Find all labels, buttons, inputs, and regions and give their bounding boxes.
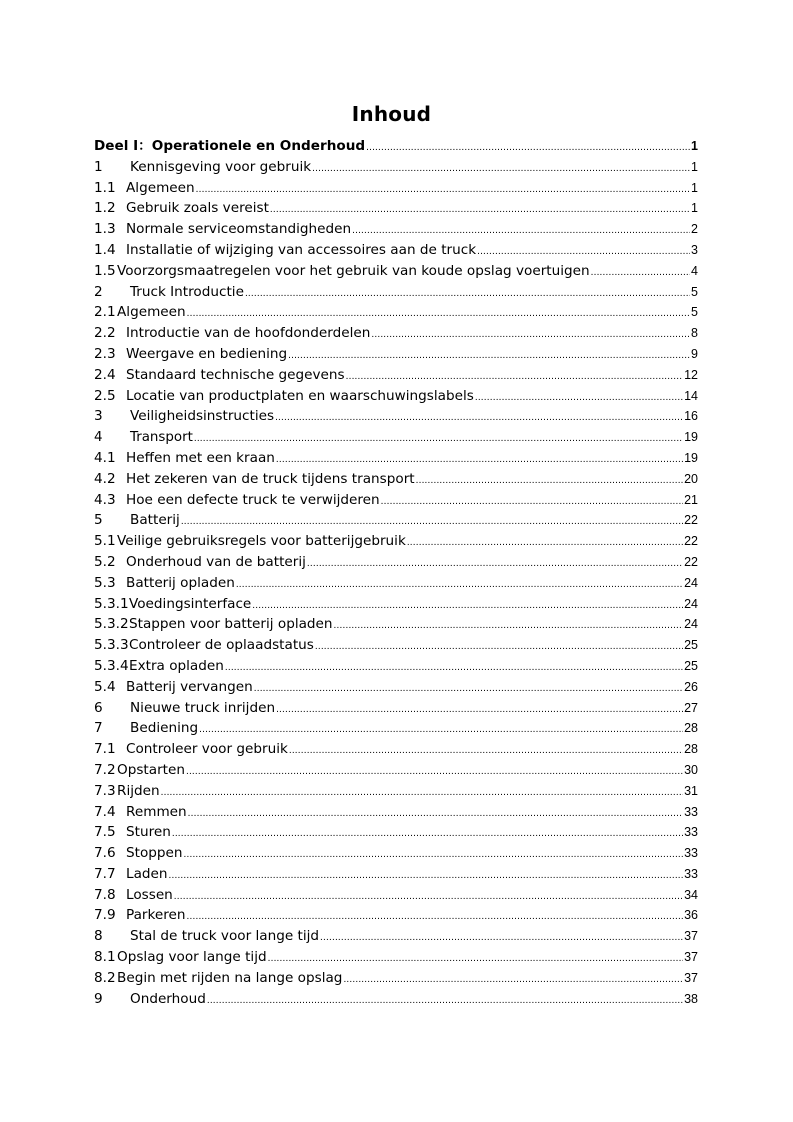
toc-entry-title: Sturen [126, 824, 171, 841]
toc-dot-leader [268, 949, 683, 970]
toc-entry-number: 5.3.4 [94, 657, 129, 674]
toc-dot-leader [254, 679, 683, 700]
toc-dot-leader [174, 887, 683, 908]
toc-entry-number: 5.3 [94, 574, 116, 591]
toc-dot-leader [188, 804, 683, 825]
toc-dot-leader [343, 970, 683, 991]
toc-entry-number: 1.2 [94, 200, 116, 217]
toc-entry-page: 5 [691, 284, 698, 299]
toc-entry[interactable] [94, 261, 698, 282]
toc-entry[interactable] [94, 510, 698, 531]
toc-dot-leader [381, 492, 683, 513]
toc-entry[interactable] [94, 552, 698, 573]
toc-entry-number: 6 [94, 699, 103, 716]
toc-entry[interactable] [94, 698, 698, 719]
toc-entry-page: 22 [684, 513, 698, 528]
toc-entry-title: Onderhoud van de batterij [126, 553, 306, 570]
toc-entry-title: Controleer de oplaadstatus [129, 637, 314, 654]
toc-entry-title: Gebruik zoals vereist [126, 200, 269, 217]
toc-entry[interactable] [94, 802, 698, 823]
toc-dot-leader [346, 367, 683, 388]
toc-entry-number: 2 [94, 283, 103, 300]
toc-dot-leader [275, 408, 683, 429]
toc-entry-number: 4.2 [94, 470, 116, 487]
toc-entry[interactable] [94, 926, 698, 947]
toc-dot-leader [186, 762, 683, 783]
toc-entry[interactable] [94, 885, 698, 906]
toc-entry-title: Normale serviceomstandigheden [126, 221, 352, 238]
toc-entry-number: 5.3.2 [94, 616, 129, 633]
toc-entry-title: Veiligheidsinstructies [130, 408, 275, 425]
toc-entry-title: Voorzorgsmaatregelen voor het gebruik van koude opslag voertuigen [117, 262, 590, 279]
toc-dot-leader [194, 429, 683, 450]
toc-entry-title: Laden [126, 865, 168, 882]
toc-entry-title: Voedingsinterface [129, 595, 252, 612]
toc-entry-page: 19 [684, 450, 698, 465]
toc-entry-number: 1.5 [94, 262, 116, 279]
toc-entry-number: 1.4 [94, 241, 116, 258]
toc-entry-title: Installatie of wijziging van accessoires aan de truck [126, 241, 477, 258]
toc-entry-page: 1 [691, 139, 698, 153]
toc-dot-leader [312, 159, 690, 180]
toc-entry[interactable] [94, 656, 698, 677]
toc-entry[interactable] [94, 219, 698, 240]
toc-entry-number: 7.6 [94, 845, 116, 862]
toc-entry-page: 28 [684, 742, 698, 757]
toc-entry-page: 27 [684, 700, 698, 715]
toc-entry-title: Stappen voor batterij opladen [129, 616, 333, 633]
toc-entry[interactable] [94, 677, 698, 698]
toc-dot-leader [169, 866, 684, 887]
toc-entry[interactable] [94, 760, 698, 781]
toc-entry-number: 7.1 [94, 741, 116, 758]
toc-entry-page: 33 [684, 866, 698, 881]
toc-entry-number: 4.1 [94, 449, 116, 466]
toc-entry-page: 1 [691, 159, 698, 174]
toc-entry-page: 22 [684, 534, 698, 549]
toc-entry[interactable] [94, 406, 698, 427]
toc-entry[interactable] [94, 386, 698, 407]
toc-entry[interactable] [94, 781, 698, 802]
toc-dot-leader [199, 720, 683, 741]
toc-entry-number: 8 [94, 928, 103, 945]
toc-entry-page: 26 [684, 679, 698, 694]
toc-entry[interactable] [94, 365, 698, 386]
toc-entry-page: 28 [684, 721, 698, 736]
toc-entry-number: 5 [94, 512, 103, 529]
toc-entry-page: 36 [684, 908, 698, 923]
toc-entry-page: 33 [684, 846, 698, 861]
toc-entry[interactable] [94, 989, 698, 1010]
toc-entry-title: Opslag voor lange tijd [117, 949, 267, 966]
toc-entry-page: 19 [684, 430, 698, 445]
toc-entry-page: 14 [684, 388, 698, 403]
toc-dot-leader [475, 388, 683, 409]
toc-entry-title: Veilige gebruiksregels voor batterijgebruik [117, 533, 406, 550]
toc-entry-page: 8 [691, 326, 698, 341]
toc-entry-number: 2.5 [94, 387, 116, 404]
toc-entry-title: Batterij vervangen [126, 678, 253, 695]
toc-entry[interactable] [94, 864, 698, 885]
toc-dot-leader [172, 824, 683, 845]
toc-entry-page: 24 [684, 575, 698, 590]
toc-dot-leader [276, 700, 683, 721]
toc-dot-leader [371, 325, 690, 346]
toc-entry[interactable] [94, 282, 698, 303]
toc-dot-leader [288, 346, 690, 367]
toc-entry-number: 7.5 [94, 824, 116, 841]
toc-entry-page: 34 [684, 887, 698, 902]
toc-dot-leader [416, 471, 683, 492]
toc-entry-title: Locatie van productplaten en waarschuwingslabels [126, 387, 474, 404]
toc-entry-number: 8.2 [94, 969, 116, 986]
toc-entry-title: Lossen [126, 886, 173, 903]
toc-entry-page: 20 [684, 471, 698, 486]
toc-entry-title: Bediening [130, 720, 199, 737]
toc-entry-page: 5 [691, 305, 698, 320]
toc-entry-title: Begin met rijden na lange opslag [117, 969, 343, 986]
toc-dot-leader [366, 138, 690, 159]
toc-dot-leader [407, 533, 683, 554]
toc-dot-leader [307, 554, 683, 575]
toc-entry-number: 9 [94, 990, 103, 1007]
toc-entry-page: 38 [684, 991, 698, 1006]
toc-entry-page: 37 [684, 950, 698, 965]
toc-entry[interactable] [94, 614, 698, 635]
toc-entry-number: 5.2 [94, 553, 116, 570]
toc-entry[interactable] [94, 635, 698, 656]
toc-entry-number: 1 [94, 158, 103, 175]
toc-entry[interactable] [94, 302, 698, 323]
toc-entry-page: 31 [684, 783, 698, 798]
toc-entry[interactable] [94, 490, 698, 511]
toc-dot-leader [184, 845, 684, 866]
toc-entry-title: Rijden [117, 782, 160, 799]
toc-entry-title: Remmen [126, 803, 187, 820]
toc-dot-leader [315, 637, 683, 658]
toc-entry-title: Extra opladen [129, 657, 224, 674]
toc-entry-title: Truck Introductie [130, 283, 244, 300]
toc-dot-leader [334, 616, 684, 637]
toc-entry-title: Onderhoud [130, 990, 206, 1007]
toc-entry-title: Operationele en Onderhoud [151, 138, 366, 154]
toc-entry-title: Hoe een defecte truck te verwijderen [126, 491, 380, 508]
toc-entry-page: 4 [691, 263, 698, 278]
toc-entry[interactable] [94, 968, 698, 989]
toc-entry-title: Algemeen [126, 179, 195, 196]
toc-dot-leader [196, 180, 690, 201]
toc-entry[interactable] [94, 427, 698, 448]
toc-entry-number: 4 [94, 430, 103, 446]
toc-entry-number: 1.1 [94, 179, 116, 196]
toc-entry[interactable] [94, 198, 698, 219]
toc-entry-number: 8.1 [94, 949, 116, 966]
toc-entry[interactable] [94, 594, 698, 615]
toc-dot-leader [270, 200, 690, 221]
toc-entry-page: 1 [691, 201, 698, 216]
toc-entry[interactable] [94, 905, 698, 926]
toc-entry-title: Transport [130, 430, 193, 446]
toc-entry-page: 25 [684, 638, 698, 653]
toc-entry-number: 5.3.3 [94, 637, 129, 654]
toc-entry-number: 7.3 [94, 782, 116, 799]
toc-entry[interactable] [94, 843, 698, 864]
toc-entry-number: Deel Ⅰ： [94, 138, 152, 154]
toc-entry-number: 7.4 [94, 803, 116, 820]
toc-dot-leader [289, 741, 683, 762]
toc-entry-number: 2.1 [94, 304, 116, 321]
toc-dot-leader [252, 596, 683, 617]
toc-entry-title: Heffen met een kraan [126, 449, 275, 466]
toc-entry-page: 25 [684, 658, 698, 673]
toc-entry[interactable] [94, 718, 698, 739]
toc-entry[interactable] [94, 323, 698, 344]
toc-entry-page: 1 [691, 180, 698, 195]
toc-entry-page: 24 [684, 617, 698, 632]
toc-entry-page: 2 [691, 222, 698, 237]
toc-entry-number: 7.7 [94, 865, 116, 882]
toc-entry[interactable] [94, 947, 698, 968]
toc-entry-title: Parkeren [126, 907, 186, 924]
toc-dot-leader [187, 304, 690, 325]
toc-dot-leader [187, 907, 684, 928]
toc-entry[interactable] [94, 739, 698, 760]
toc-entry[interactable] [94, 469, 698, 490]
toc-entry[interactable] [94, 822, 698, 843]
toc-dot-leader [225, 658, 683, 679]
toc-entry-page: 22 [684, 554, 698, 569]
toc-entry-number: 5.4 [94, 678, 116, 695]
toc-entry-page: 12 [684, 367, 698, 382]
toc-entry-page: 24 [684, 596, 698, 611]
toc-entry-page: 37 [684, 929, 698, 944]
toc-entry-page: 33 [684, 804, 698, 819]
toc-dot-leader [591, 263, 690, 284]
toc-dot-leader [352, 221, 690, 242]
toc-entry-title: Kennisgeving voor gebruik [130, 158, 312, 175]
toc-entry-page: 21 [684, 492, 698, 507]
toc-entry-number: 5.3.1 [94, 595, 129, 612]
toc-dot-leader [181, 512, 683, 533]
toc-entry-number: 2.4 [94, 366, 116, 383]
toc-entry-number: 7.9 [94, 907, 116, 924]
page-title: Inhoud [351, 102, 432, 126]
toc-entry-number: 7.8 [94, 886, 116, 903]
toc-entry-title: Het zekeren van de truck tijdens transport [126, 470, 415, 487]
toc-dot-leader [477, 242, 690, 263]
toc-entry[interactable] [94, 531, 698, 552]
toc-entry-number: 2.3 [94, 345, 116, 362]
toc-entry-page: 37 [684, 970, 698, 985]
toc-entry[interactable] [94, 178, 698, 199]
toc-entry-page: 3 [691, 242, 698, 257]
toc-entry[interactable] [94, 157, 698, 178]
toc-entry-title: Controleer voor gebruik [126, 741, 288, 758]
toc-entry-title: Batterij [130, 512, 180, 529]
toc-entry-page: 33 [684, 825, 698, 840]
toc-entry-title: Batterij opladen [126, 574, 235, 591]
toc-entry-number: 7 [94, 720, 103, 737]
toc-entry[interactable] [94, 573, 698, 594]
toc-entry-page: 9 [691, 346, 698, 361]
toc-entry-title: Standaard technische gegevens [126, 366, 345, 383]
toc-entry[interactable] [94, 344, 698, 365]
toc-entry[interactable] [94, 448, 698, 469]
toc-dot-leader [236, 575, 683, 596]
toc-dot-leader [276, 450, 683, 471]
toc-entry-title: Stal de truck voor lange tijd [130, 928, 320, 945]
toc-entry-page: 16 [684, 409, 698, 424]
toc-entry-number: 5.1 [94, 533, 116, 550]
toc-entry-title: Stoppen [126, 845, 183, 862]
toc-entry-title: Weergave en bediening [126, 345, 288, 362]
toc-entry-title: Nieuwe truck inrijden [130, 699, 276, 716]
toc-dot-leader [161, 783, 683, 804]
toc-entry-number: 4.3 [94, 491, 116, 508]
toc-entry-title: Introductie van de hoofdonderdelen [126, 325, 371, 342]
toc-dot-leader [320, 928, 683, 949]
toc-dot-leader [207, 991, 683, 1012]
toc-entry-number: 1.3 [94, 221, 116, 238]
toc-dot-leader [245, 284, 690, 305]
toc-entry[interactable] [94, 136, 698, 157]
toc-entry-page: 30 [684, 762, 698, 777]
toc-entry-number: 2.2 [94, 325, 116, 342]
toc-entry-number: 7.2 [94, 761, 116, 778]
toc-entry-number: 3 [94, 408, 103, 425]
table-of-contents [94, 136, 698, 1009]
toc-entry-title: Opstarten [117, 761, 185, 778]
toc-entry[interactable] [94, 240, 698, 261]
toc-entry-title: Algemeen [117, 304, 186, 321]
